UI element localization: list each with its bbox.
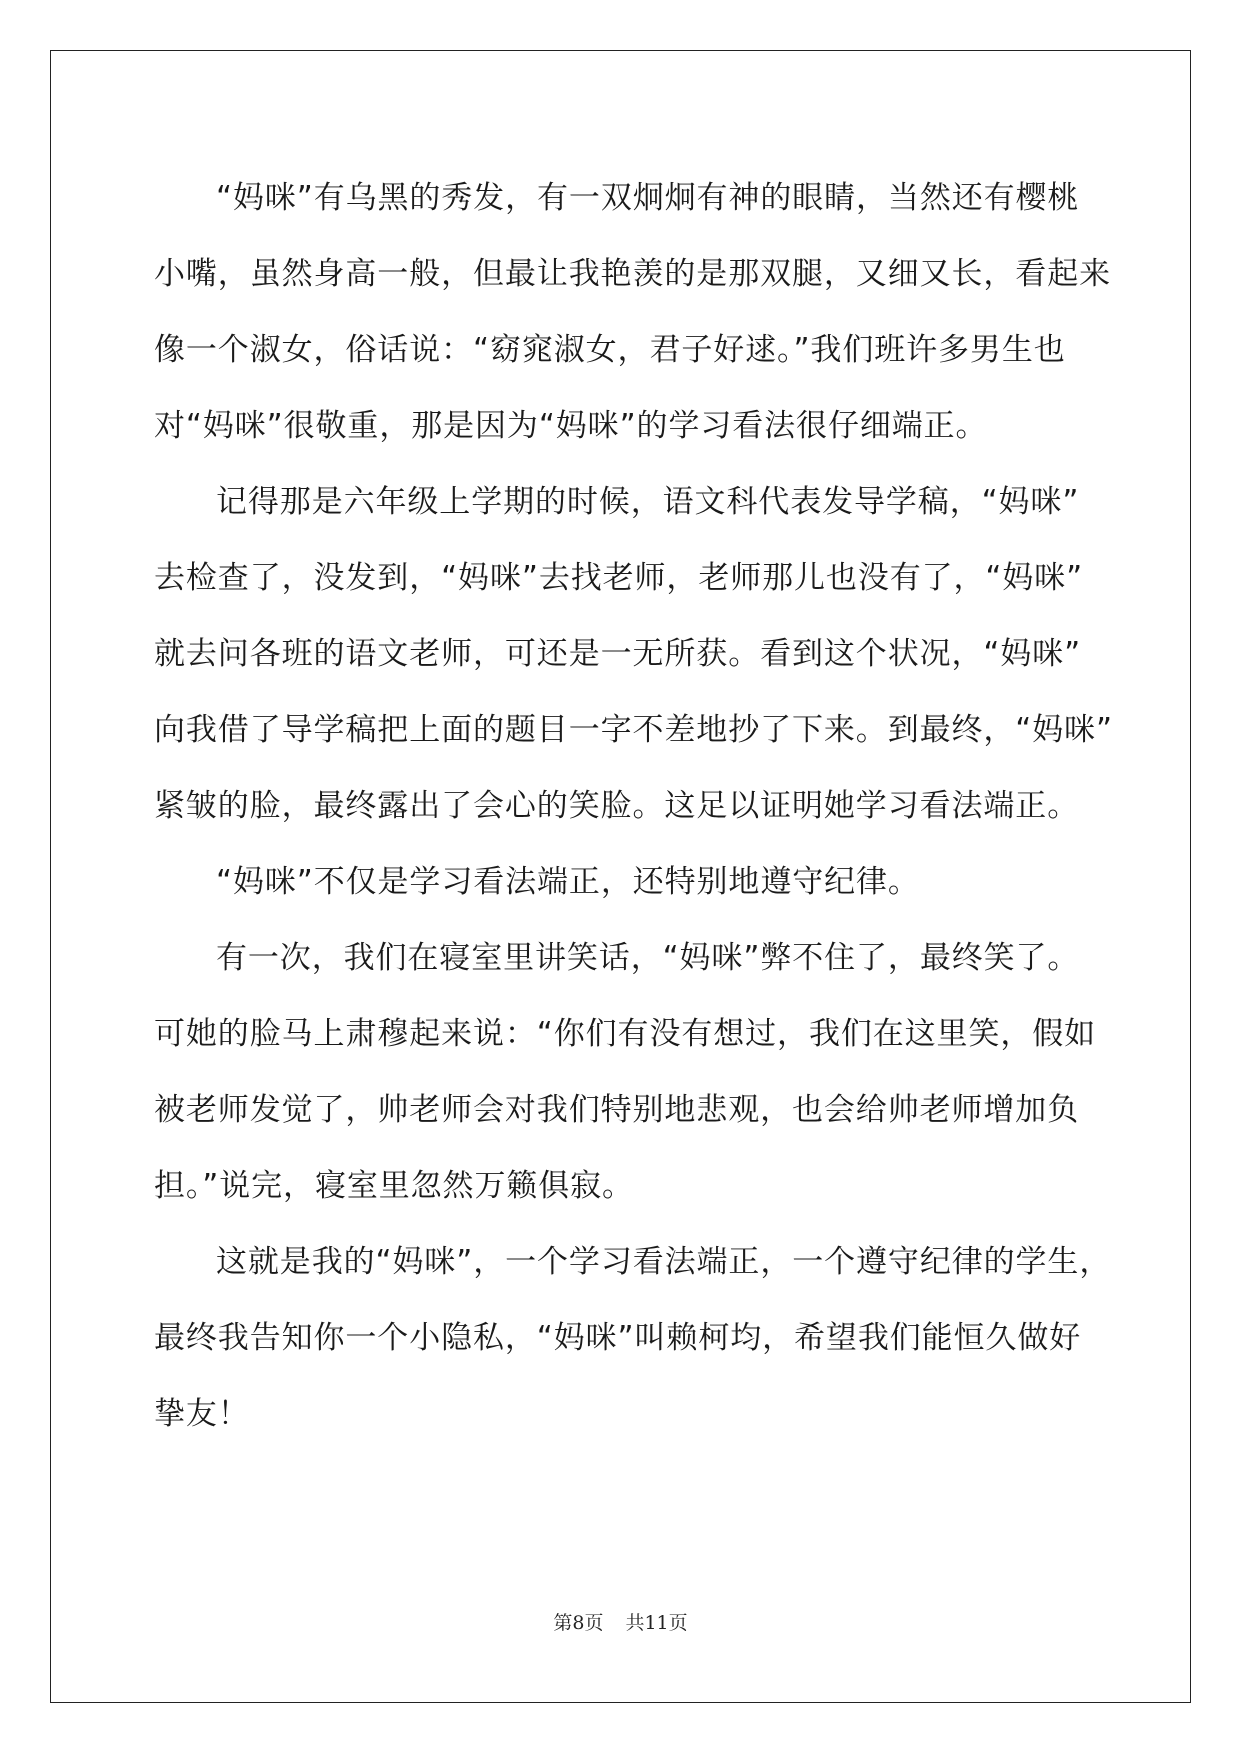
text-line: 就去问各班的语文老师，可还是一无所获。看到这个状况，“妈咪” — [154, 636, 1082, 672]
text-line: 最终我告知你一个小隐私，“妈咪”叫赖柯均，希望我们能恒久做好 — [154, 1320, 1082, 1356]
text-line: 对“妈咪”很敬重，那是因为“妈咪”的学习看法很仔细端正。 — [154, 408, 988, 444]
text-line: 小嘴，虽然身高一般，但最让我艳羡的是那双腿，又细又长，看起来 — [154, 256, 1111, 292]
text-line: 有一次，我们在寝室里讲笑话，“妈咪”弊不住了，最终笑了。 — [216, 940, 1080, 976]
text-line: 挚友！ — [154, 1396, 250, 1432]
document-body — [154, 160, 1114, 1452]
text-line: “妈咪”有乌黑的秀发，有一双炯炯有神的眼睛，当然还有樱桃 — [216, 180, 1080, 216]
text-line: 被老师发觉了，帅老师会对我们特别地悲观，也会给帅老师增加负 — [154, 1092, 1080, 1128]
document-text — [154, 160, 1114, 1452]
text-line: 紧皱的脸，最终露出了会心的笑脸。这足以证明她学习看法端正。 — [154, 788, 1080, 824]
text-line: 担。”说完，寝室里忽然万籁俱寂。 — [154, 1168, 634, 1204]
text-line: “妈咪”不仅是学习看法端正，还特别地遵守纪律。 — [216, 864, 920, 900]
text-line: 像一个淑女，俗话说：“窈窕淑女，君子好逑。”我们班许多男生也 — [154, 332, 1066, 368]
text-line: 可她的脸马上肃穆起来说：“你们有没有想过，我们在这里笑，假如 — [154, 1016, 1097, 1052]
text-line: 向我借了导学稿把上面的题目一字不差地抄了下来。到最终，“妈咪” — [154, 712, 1114, 748]
total-page-count: 共11页 — [625, 1612, 688, 1634]
text-line: 去检查了，没发到，“妈咪”去找老师，老师那儿也没有了，“妈咪” — [154, 560, 1084, 596]
text-line: 这就是我的“妈咪”，一个学习看法端正，一个遵守纪律的学生， — [216, 1244, 1112, 1280]
text-line: 记得那是六年级上学期的时候，语文科代表发导学稿，“妈咪” — [216, 484, 1080, 520]
current-page-number: 第8页 — [553, 1612, 604, 1634]
page-footer — [0, 1608, 1241, 1635]
